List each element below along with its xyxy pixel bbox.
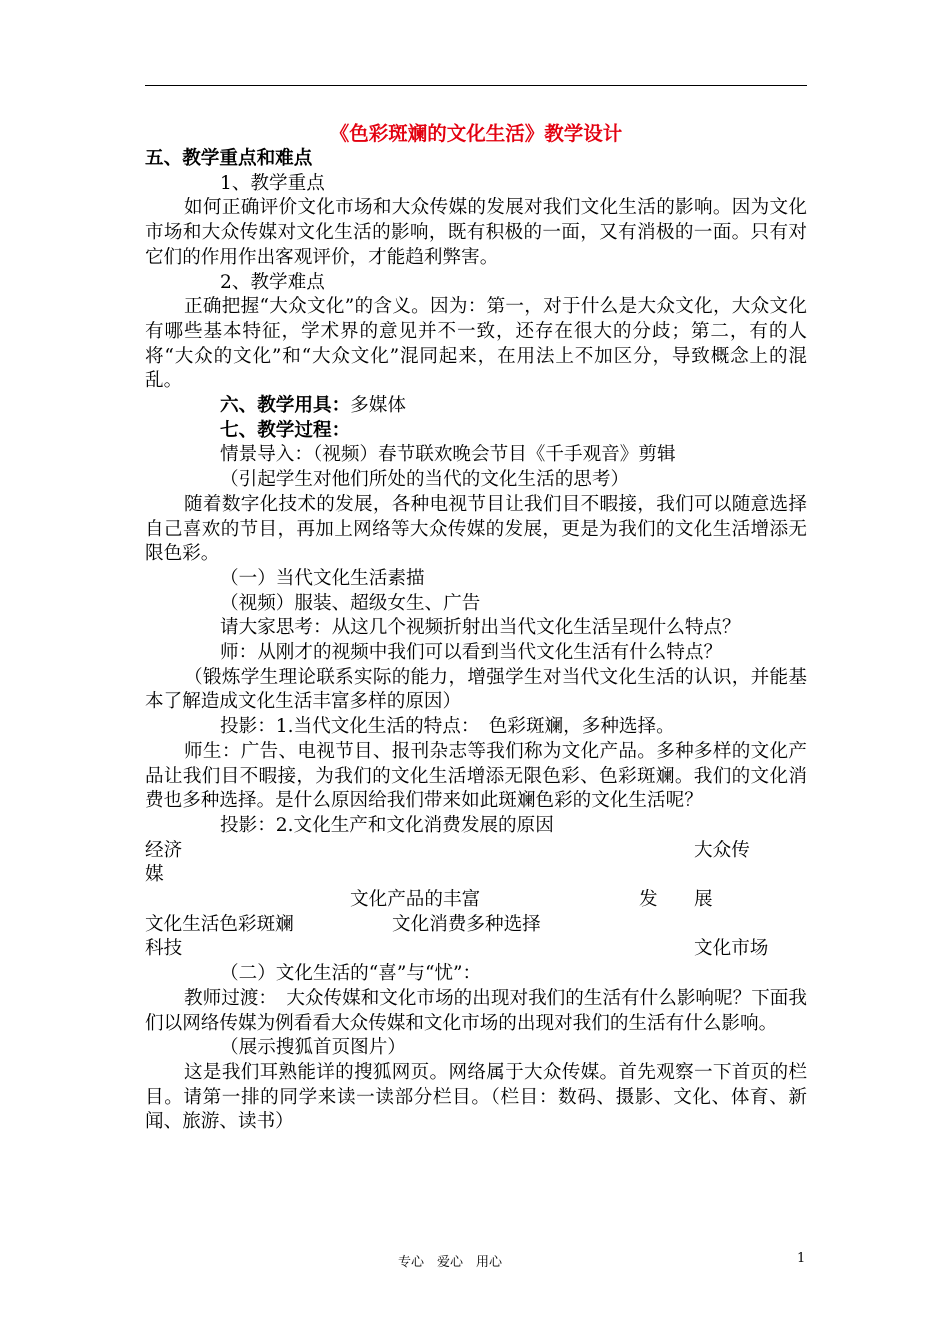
teacher-student-paragraph: 师生：广告、电视节目、报刊杂志等我们称为文化产品。多种多样的文化产品让我们目不暇接，为我们的文化生活增添无限色彩、色彩斑斓。我们的文化消费也多种选择。是什么原因给我们带来如此斑斓色彩的文化生活呢？ bbox=[145, 740, 807, 812]
diagram-consumer-choice: 文化消费多种选择 bbox=[392, 913, 541, 935]
part-1-title: （一）当代文化生活素描 bbox=[220, 567, 425, 589]
part-2-transition: 教师过渡： 大众传媒和文化市场的出现对我们的生活有什么影响呢？下面我们以网络传媒为例看看大众传媒和文化市场的出现对我们的生活有什么影响。 bbox=[145, 987, 807, 1034]
diagram-economy: 经济 bbox=[145, 839, 183, 861]
projection-1: 投影：1.当代文化生活的特点： 色彩斑斓，多种选择。 bbox=[220, 716, 675, 738]
footer-motto: 专心 爱心 用心 bbox=[398, 1255, 503, 1270]
section-6 bbox=[145, 394, 807, 419]
part-1-question-1: 请大家思考：从这几个视频折射出当代文化生活呈现什么特点？ bbox=[220, 617, 741, 639]
difficulty-paragraph: 正确把握“大众文化”的含义。因为：第一，对于什么是大众文化，大众文化有哪些基本特征，学术界的意见并不一致，还存在很大的分歧；第二，有的人将“大众的文化”和“大众文化”混同起来，在用法上不加区分，导致概念上的混乱。 bbox=[145, 296, 807, 392]
page-number: 1 bbox=[797, 1251, 806, 1266]
part-1-note: （锻炼学生理论联系实际的能力，增强学生对当代文化生活的认识，并能基本了解造成文化生活丰富多样的原因） bbox=[145, 666, 807, 713]
diagram-zhan: 展 bbox=[694, 889, 713, 911]
diagram-products-rich: 文化产品的丰富 bbox=[350, 889, 481, 911]
part-2-show: （展示搜狐首页图片） bbox=[220, 1037, 406, 1059]
focus-label: 1、教学重点 bbox=[220, 172, 325, 194]
header-rule bbox=[145, 85, 807, 86]
section-7-heading: 七、教学过程： bbox=[220, 419, 351, 441]
diagram-media-a: 大众传 bbox=[694, 839, 750, 861]
diagram-tech: 科技 bbox=[145, 938, 183, 960]
intro-line: 情景导入：（视频）春节联欢晚会节目《千手观音》剪辑 bbox=[220, 444, 676, 466]
section-6-heading: 六、教学用具： bbox=[220, 395, 351, 417]
diagram-colorful-life: 文化生活色彩斑斓 bbox=[145, 913, 294, 935]
diagram-fa: 发 bbox=[639, 889, 658, 911]
projection-2: 投影：2.文化生产和文化消费发展的原因 bbox=[220, 814, 554, 836]
part-1-question-2: 师：从刚才的视频中我们可以看到当代文化生活有什么特点？ bbox=[220, 642, 723, 664]
section-5-heading: 五、教学重点和难点 bbox=[145, 148, 313, 169]
page-footer bbox=[0, 1251, 950, 1271]
sohu-paragraph: 这是我们耳熟能详的搜狐网页。网络属于大众传媒。首先观察一下首页的栏目。请第一排的同学来读一读部分栏目。（栏目：数码、摄影、文化、体育、新闻、旅游、读书） bbox=[145, 1061, 807, 1133]
part-2-title: （二）文化生活的“喜”与“忧”： bbox=[220, 963, 482, 985]
focus-paragraph: 如何正确评价文化市场和大众传媒的发展对我们文化生活的影响。因为文化市场和大众传媒对文化生活的影响，既有积极的一面，又有消极的一面。只有对它们的作用作出客观评价，才能趋利弊害。 bbox=[145, 197, 807, 268]
diagram-media-b: 媒 bbox=[145, 864, 164, 886]
intro-note: （引起学生对他们所处的当代的文化生活的思考） bbox=[220, 469, 630, 491]
causes-diagram bbox=[145, 839, 807, 962]
document-body bbox=[145, 122, 807, 1135]
diagram-market: 文化市场 bbox=[694, 938, 769, 960]
document-title: 《色彩斑斓的文化生活》教学设计 bbox=[329, 122, 623, 145]
section-6-value: 多媒体 bbox=[350, 395, 406, 417]
difficulty-label: 2、教学难点 bbox=[220, 271, 325, 293]
intro-paragraph: 随着数字化技术的发展，各种电视节目让我们目不暇接，我们可以随意选择自己喜欢的节目，再加上网络等大众传媒的发展，更是为我们的文化生活增添无限色彩。 bbox=[145, 493, 807, 565]
part-1-video: （视频）服装、超级女生、广告 bbox=[220, 592, 481, 614]
